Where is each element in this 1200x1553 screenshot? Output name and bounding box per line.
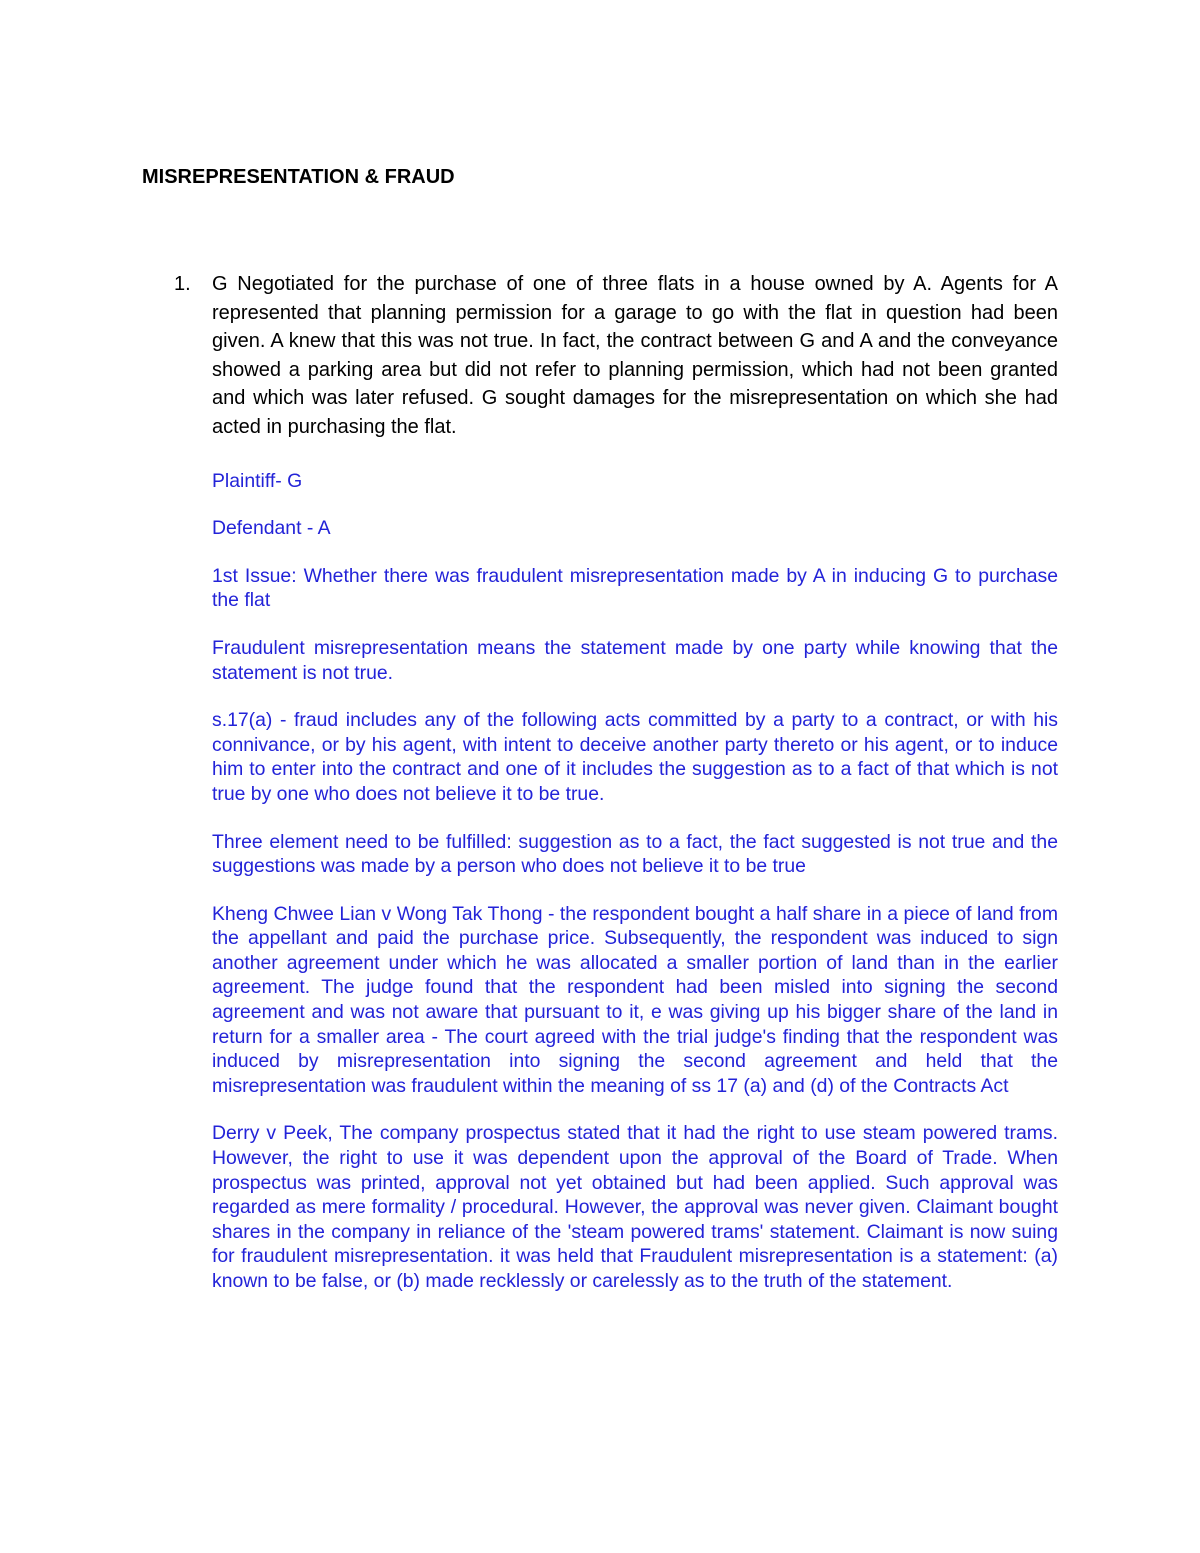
issue-paragraph: 1st Issue: Whether there was fraudulent misrepresentation made by A in inducing G to purchase the flat — [212, 564, 1058, 612]
plaintiff-line: Plaintiff- G — [212, 469, 303, 492]
item-number: 1. — [174, 273, 191, 295]
question-text: G Negotiated for the purchase of one of three flats in a house owned by A. Agents for A represented that planning permission for a garage to go with the flat in question had been given. A knew that this was not true. In fact, the contract between G and A and the conveyance showed a parking area but did not refer to planning permission, which had not been granted and which was later refused. G sought damages for the misrepresentation on which she had acted in purchasing the flat. — [212, 273, 1058, 438]
case-derry-v-peek: Derry v Peek, The company prospectus stated that it had the right to use steam powered trams. However, the right to use it was dependent upon the approval of the Board of Trade. When prospectus was printed, approval not yet obtained but had been applied. Such approval was regarded as mere formality / procedural. However, the approval was never given. Claimant bought shares in the company in reliance of the 'steam powered trams' statement. Claimant is now suing for fraudulent misrepresentation. it was held that Fraudulent misrepresentation is a statement: (a) known to be false, or (b) made recklessly or carelessly as to the truth of the statement. — [212, 1122, 1058, 1292]
definition-paragraph: Fraudulent misrepresentation means the statement made by one party while knowing that the statement is not true. — [212, 636, 1058, 684]
defendant-line: Defendant - A — [212, 517, 331, 540]
case-kheng-chwee-lian: Kheng Chwee Lian v Wong Tak Thong - the respondent bought a half share in a piece of land from the appellant and paid the purchase price. Subsequently, the respondent was induced to sign another agreement under which he was allocated a smaller portion of land than in the earlier agreement. The judge found that the respondent had been misled into signing the second agreement and was not aware that pursuant to it, e was giving up his bigger share of the land in return for a smaller area - The court agreed with the trial judge's finding that the respondent was induced by misrepresentation into signing the second agreement and held that the misrepresentation was fraudulent within the meaning of ss 17 (a) and (d) of the Contracts Act — [212, 902, 1058, 1097]
elements-paragraph: Three element need to be fulfilled: suggestion as to a fact, the fact suggested is not true and the suggestions was made by a person who does not believe it to be true — [212, 830, 1058, 878]
item-body — [212, 270, 1058, 1294]
document-title: MISREPRESENTATION & FRAUD — [142, 166, 455, 188]
statute-paragraph: s.17(a) - fraud includes any of the following acts committed by a party to a contract, or with his connivance, or by his agent, with intent to deceive another party thereto or his agent, or to induce him to enter into the contract and one of it includes the suggestion as to a fact of that which is not true by one who does not believe it to be true. — [212, 709, 1058, 805]
